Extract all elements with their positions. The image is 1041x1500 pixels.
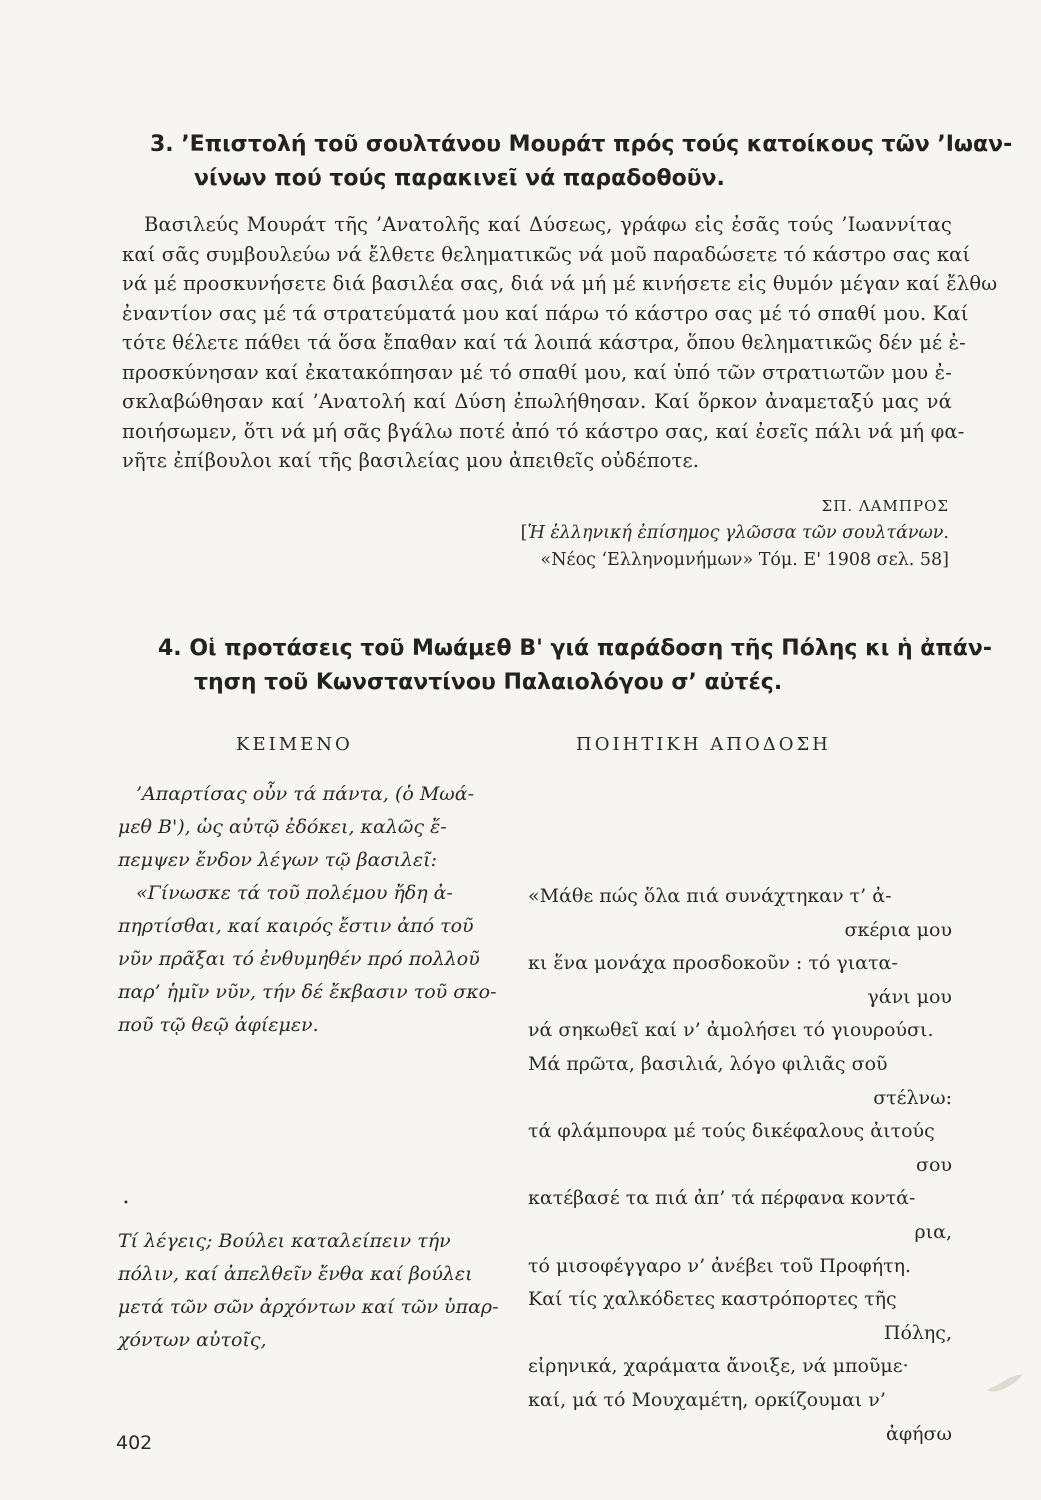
original-text-line: πόλιν, καί ἀπελθεῖν ἔνθα καί βούλει — [118, 1263, 473, 1285]
original-text-line: πεμψεν ἔνδον λέγων τῷ βασιλεῖ: — [118, 849, 437, 871]
source-bracket: [ — [520, 523, 528, 543]
section-3-heading — [150, 128, 1013, 196]
original-text-block-2 — [118, 1225, 498, 1357]
poetic-rendering-text — [528, 880, 952, 1451]
poem-line: γάνι μου — [867, 985, 952, 1008]
source-line-1 — [521, 520, 949, 547]
poem-line: Καί τίς χαλκόδετες καστρόπορτες τῆς — [528, 1288, 897, 1311]
letter-line: ποιήσωμεν, ὅτι νά μή σᾶς βγάλω ποτέ ἀπό τό κάστρο σας, καί ἐσεῖς πάλι νά μή φα- — [122, 419, 965, 443]
poem-line: νά σηκωθεῖ καί ν’ ἀμολήσει τό γιουρούσι. — [528, 1019, 934, 1042]
poem-line: σου — [916, 1153, 952, 1176]
left-column-title: ΚΕΙΜΕΝΟ — [236, 734, 353, 755]
poem-line: καί, μά τό Μουχαμέτη, ορκίζουμαι ν’ — [528, 1388, 886, 1411]
page-smudge — [985, 1372, 1025, 1394]
original-text-line: μεθ Β'), ὡς αὐτῷ ἐδόκει, καλῶς ἔ- — [118, 816, 447, 838]
section-3-heading-line-2: νίνων πού τούς παρακινεῖ νά παραδοθοῦν. — [194, 166, 725, 191]
poem-line: «Μάθε πώς ὅλα πιά συνάχτηκαν τ’ ἀ- — [528, 885, 892, 907]
letter-line: Βασιλεύς Μουράτ τῆς ’Ανατολῆς καί Δύσεως, γράφω εἰς ἐσᾶς τούς ’Ιωαννίτας — [144, 213, 952, 236]
letter-line: νῆτε ἐπίβουλοι καί τῆς βασιλείας μου ἀπειθεῖς οὐδέποτε. — [122, 449, 700, 472]
source-citation — [521, 492, 949, 574]
source-title: Ἡ ἑλληνική ἐπίσημος γλῶσσα τῶν σουλτάνων. — [527, 523, 949, 543]
source-author: ΣΠ. ΛΑΜΠΡΟΣ — [821, 497, 949, 515]
section-3-heading-line-1: 3. ’Επιστολή τοῦ σουλτάνου Μουράτ πρός τούς κατοίκους τῶν ’Ιωαν- — [150, 132, 1013, 157]
poem-line: στέλνω: — [873, 1086, 952, 1109]
poem-line: Μά πρῶτα, βασιλιά, λόγο φιλιᾶς σοῦ — [528, 1052, 888, 1075]
poem-line: ρια, — [914, 1220, 952, 1243]
letter-line: τότε θέλετε πάθει τά ὅσα ἔπαθαν καί τά λοιπά κάστρα, ὅπου θεληματικῶς δέν μέ ἐ- — [122, 331, 966, 354]
poem-line: τά φλάμπουρα μέ τούς δικέφαλους ἀιτούς — [528, 1120, 935, 1143]
original-text-line: πηρτίσθαι, καί καιρός ἔστιν ἀπό τοῦ — [118, 915, 474, 937]
original-text-line: νῦν πρᾶξαι τό ἐνθυμηθέν πρό πολλοῦ — [118, 948, 480, 970]
page-number: 402 — [116, 1432, 153, 1454]
poem-line: Πόλης, — [883, 1321, 952, 1344]
sultan-letter-text — [122, 210, 998, 476]
original-text-block-1 — [118, 778, 498, 1042]
letter-line: προσκύνησαν καί ἐκατακόπησαν μέ τό σπαθί μου, καί ὑπό τῶν στρατιωτῶν μου ἐ- — [122, 360, 952, 384]
original-text-line: χόντων αὐτοῖς, — [118, 1329, 267, 1351]
right-column-title: ΠΟΙΗΤΙΚΗ ΑΠΟΔΟΣΗ — [576, 734, 831, 755]
letter-line: καί σᾶς συμβουλεύω νά ἔλθετε θεληματικῶς νά μοῦ παραδώσετε τό κάστρο σας καί — [122, 242, 971, 266]
poem-line: κατέβασέ τα πιά ἀπ’ τά πέρφανα κοντά- — [528, 1187, 916, 1210]
original-text-line: μετά τῶν σῶν ἀρχόντων καί τῶν ὑπαρ- — [118, 1296, 499, 1318]
section-4-heading — [158, 632, 993, 700]
original-text-line: ποῦ τῷ θεῷ ἀφίεμεν. — [118, 1014, 319, 1036]
source-line-2: «Νέος ‘Ελληνομνήμων» Τόμ. Ε' 1908 σελ. 58] — [540, 550, 949, 570]
original-text-line: «Γίνωσκε τά τοῦ πολέμου ἤδη ἀ- — [136, 882, 453, 904]
poem-line: εἰρηνικά, χαράματα ἄνοιξε, νά μποῦμε· — [528, 1355, 909, 1378]
section-4-heading-line-1: 4. Οἱ προτάσεις τοῦ Μωάμεθ Β' γιά παράδοση τῆς Πόλης κι ἡ ἀπάν- — [158, 636, 993, 661]
letter-line: σκλαβώθησαν καί ’Ανατολή καί Δύση ἐπωλήθησαν. Καί ὅρκον ἀναμεταξύ μας νά — [122, 390, 952, 413]
poem-line: κι ἕνα μονάχα προσδοκοῦν : τό γιατα- — [528, 952, 898, 975]
letter-line: νά μέ προσκυνήσετε διά βασιλέα σας, διά νά μή μέ κινήσετε εἰς θυμόν μέγαν καί ἔλθω — [122, 272, 998, 295]
original-text-line: Τί λέγεις; Βούλει καταλείπειν τήν — [118, 1230, 451, 1252]
marker-dot: • — [123, 1198, 129, 1209]
poem-line: τό μισοφέγγαρο ν’ ἀνέβει τοῦ Προφήτη. — [528, 1254, 912, 1277]
letter-line: ἐναντίον σας μέ τά στρατεύματά μου καί πάρω τό κάστρο σας μέ τό σπαθί μου. Καί — [122, 301, 969, 325]
original-text-line: παρ’ ἡμῖν νῦν, τήν δέ ἔκβασιν τοῦ σκο- — [118, 981, 497, 1003]
poem-line: ἀφήσω — [886, 1422, 952, 1445]
section-4-heading-line-2: τηση τοῦ Κωνσταντίνου Παλαιολόγου σ’ αὐτές. — [194, 670, 783, 695]
original-text-line: ’Απαρτίσας οὖν τά πάντα, (ὁ Μωά- — [136, 783, 475, 805]
poem-line: σκέρια μου — [844, 918, 952, 941]
